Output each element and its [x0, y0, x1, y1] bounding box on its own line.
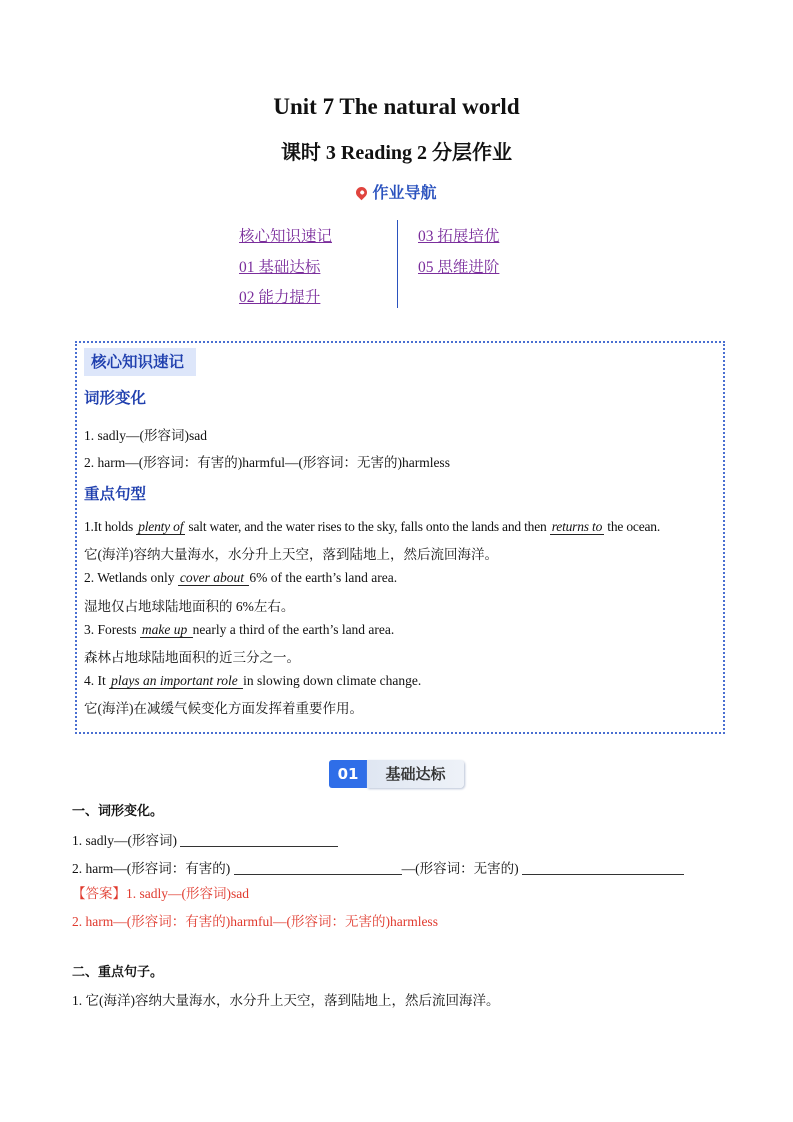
question-text: 1. sadly—(形容词) [72, 833, 177, 848]
homework-nav-heading [0, 180, 793, 203]
key-sentence-1 [84, 519, 660, 535]
question-text: 2. harm—(形容词：有害的) [72, 861, 231, 876]
sentence-text: 2. Wetlands only [84, 570, 178, 585]
sentence-phrase: returns to [551, 519, 603, 534]
question-1 [72, 829, 338, 849]
sentence-text: 4. It [84, 673, 110, 688]
page-subtitle: 课时 3 Reading 2 分层作业 [280, 142, 513, 164]
knowledge-box-title: 核心知识速记 [84, 348, 196, 376]
badge-label: 基础达标 [367, 760, 464, 788]
sentence-text: 1.It holds [84, 519, 137, 534]
key-sentence-2 [84, 570, 397, 586]
nav-left-column [239, 224, 332, 316]
question-2 [72, 857, 684, 877]
word-form-item-1: 1. sadly—(形容词)sad [84, 428, 207, 443]
sentence-text: 3. Forests [84, 622, 140, 637]
sentence-phrase: cover about [179, 570, 248, 585]
sentence-text: nearly a third of the earth’s land area. [192, 622, 395, 637]
sentence-text: the ocean. [604, 519, 661, 534]
answer-blank[interactable] [180, 834, 338, 847]
sentence-phrase: make up [141, 622, 191, 637]
part2-question-1: 1. 它(海洋)容纳大量海水，水分升上天空，落到陆地上，然后流回海洋。 [72, 993, 500, 1008]
nav-link-02-ability[interactable]: 02 能力提升 [239, 289, 321, 306]
location-pin-icon [354, 185, 370, 201]
sentence-phrase: plenty of [138, 519, 184, 534]
sentence-phrase: plays an important role [111, 673, 242, 688]
question-text: —(形容词：无害的) [401, 861, 519, 876]
key-sentence-3 [84, 622, 394, 638]
answer-line-2: 2. harm—(形容词：有害的)harmful—(形容词：无害的)harmless [72, 914, 438, 929]
answer-line-1: 【答案】1. sadly—(形容词)sad [72, 886, 249, 901]
part2-heading: 二、重点句子。 [72, 965, 164, 980]
key-sentence-4 [84, 673, 421, 689]
page-title: Unit 7 The natural world [273, 94, 520, 119]
section-01-badge [329, 760, 464, 788]
key-sentence-4-translation: 它(海洋)在减缓气候变化方面发挥着重要作用。 [84, 701, 363, 716]
nav-link-core-knowledge[interactable]: 核心知识速记 [239, 228, 333, 245]
answer-blank[interactable] [234, 862, 402, 875]
nav-heading-text: 作业导航 [372, 183, 437, 202]
nav-link-03-extension[interactable]: 03 拓展培优 [418, 228, 500, 245]
sentence-text: in slowing down climate change. [243, 673, 422, 688]
badge-number: 01 [329, 760, 367, 788]
word-forms-heading: 词形变化 [84, 389, 147, 407]
nav-link-01-basic[interactable]: 01 基础达标 [239, 258, 321, 276]
sentence-text: salt water, and the water rises to the sky, falls onto the lands and then [185, 519, 550, 534]
nav-right-column [418, 224, 499, 285]
part1-heading: 一、词形变化。 [72, 804, 164, 819]
key-sentence-2-translation: 湿地仅占地球陆地面积的 6%左右。 [84, 599, 295, 614]
key-sentences-heading: 重点句型 [84, 485, 147, 503]
nav-divider [397, 220, 398, 308]
key-sentence-3-translation: 森林占地球陆地面积的近三分之一。 [84, 650, 300, 665]
sentence-text: 6% of the earth’s land area. [249, 570, 398, 585]
nav-link-05-thinking[interactable]: 05 思维进阶 [418, 258, 500, 276]
answer-blank[interactable] [522, 862, 684, 875]
key-sentence-1-translation: 它(海洋)容纳大量海水，水分升上天空，落到陆地上，然后流回海洋。 [84, 547, 498, 562]
word-form-item-2: 2. harm—(形容词：有害的)harmful—(形容词：无害的)harmless [84, 455, 450, 470]
